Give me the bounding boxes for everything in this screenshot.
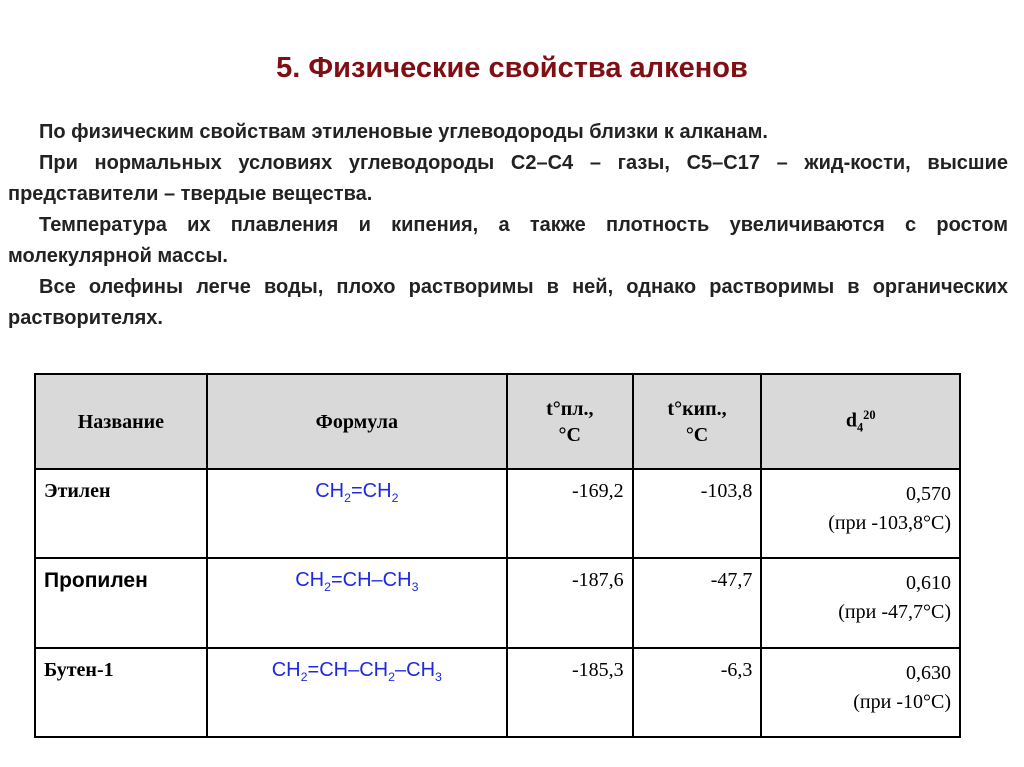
formula-subscript: 2 <box>324 580 331 595</box>
row-melting-point: -187,6 <box>507 558 633 647</box>
header-melting-line1: t°пл., <box>546 397 594 420</box>
formula-subscript: 3 <box>435 669 442 684</box>
header-density <box>761 374 960 469</box>
header-boiling-line1: t°кип., <box>667 397 727 420</box>
formula-part: CH <box>271 658 301 681</box>
formula-part: =CH <box>350 480 392 502</box>
row-melting-point: -185,3 <box>507 648 633 737</box>
formula-subscript: 2 <box>388 669 396 684</box>
alkenes-properties-table <box>34 373 961 738</box>
density-note: (при -103,8°С) <box>828 512 951 534</box>
header-density-sub: 4 <box>856 420 864 435</box>
header-density-base: d <box>845 409 857 432</box>
paragraph-1: По физическим свойствам этиленовые углеводороды близки к алканам. <box>39 121 768 143</box>
formula-subscript: 2 <box>344 491 351 505</box>
header-boiling-line2: °С <box>685 423 709 446</box>
paragraph-3: Температура их плавления и кипения, а также плотность увеличиваются с ростом молекулярной массы. <box>8 214 1008 267</box>
density-note: (при -47,7°С) <box>838 601 951 624</box>
row-name: Этилен <box>35 469 207 558</box>
formula-part: =CH–CH <box>330 569 412 592</box>
density-value: 0,610 <box>906 572 951 595</box>
slide-title: 5. Физические свойства алкенов <box>276 52 748 84</box>
row-melting-point: -169,2 <box>507 469 633 558</box>
formula-part: CH <box>295 569 325 592</box>
row-density <box>761 469 960 558</box>
intro-text <box>8 117 1008 334</box>
formula-part: –CH <box>395 658 436 681</box>
paragraph-4: Все олефины легче воды, плохо растворимы в ней, однако растворимы в органических растворителях. <box>8 276 1008 329</box>
row-density <box>761 558 960 647</box>
row-formula <box>207 648 507 737</box>
formula-subscript: 2 <box>300 669 308 684</box>
density-value: 0,630 <box>906 661 951 684</box>
row-boiling-point: -6,3 <box>633 648 762 737</box>
paragraph-2: При нормальных условиях углеводороды С2–С4 – газы, С5–С17 – жид-кости, высшие представители – твердые вещества. <box>8 152 1008 205</box>
table-row <box>35 558 960 647</box>
table-row <box>35 469 960 558</box>
row-name: Пропилен <box>35 558 207 647</box>
formula-subscript: 3 <box>411 580 419 595</box>
formula-part: =CH–CH <box>307 658 389 681</box>
row-density <box>761 648 960 737</box>
header-melting-line2: °С <box>558 423 581 446</box>
row-boiling-point: -47,7 <box>633 558 762 647</box>
table-row <box>35 648 960 737</box>
header-density-sup: 20 <box>863 408 876 423</box>
formula-subscript: 2 <box>391 491 399 505</box>
header-formula: Формула <box>207 374 507 469</box>
formula-part: CH <box>315 480 345 502</box>
header-boiling-point <box>633 374 762 469</box>
row-formula <box>207 469 507 558</box>
header-melting-point <box>507 374 633 469</box>
density-note: (при -10°С) <box>853 690 951 713</box>
header-name: Название <box>35 374 207 469</box>
table-header-row <box>35 374 960 469</box>
row-boiling-point: -103,8 <box>633 469 762 558</box>
row-name: Бутен-1 <box>35 648 207 737</box>
density-value: 0,570 <box>906 483 951 505</box>
row-formula <box>207 558 507 647</box>
